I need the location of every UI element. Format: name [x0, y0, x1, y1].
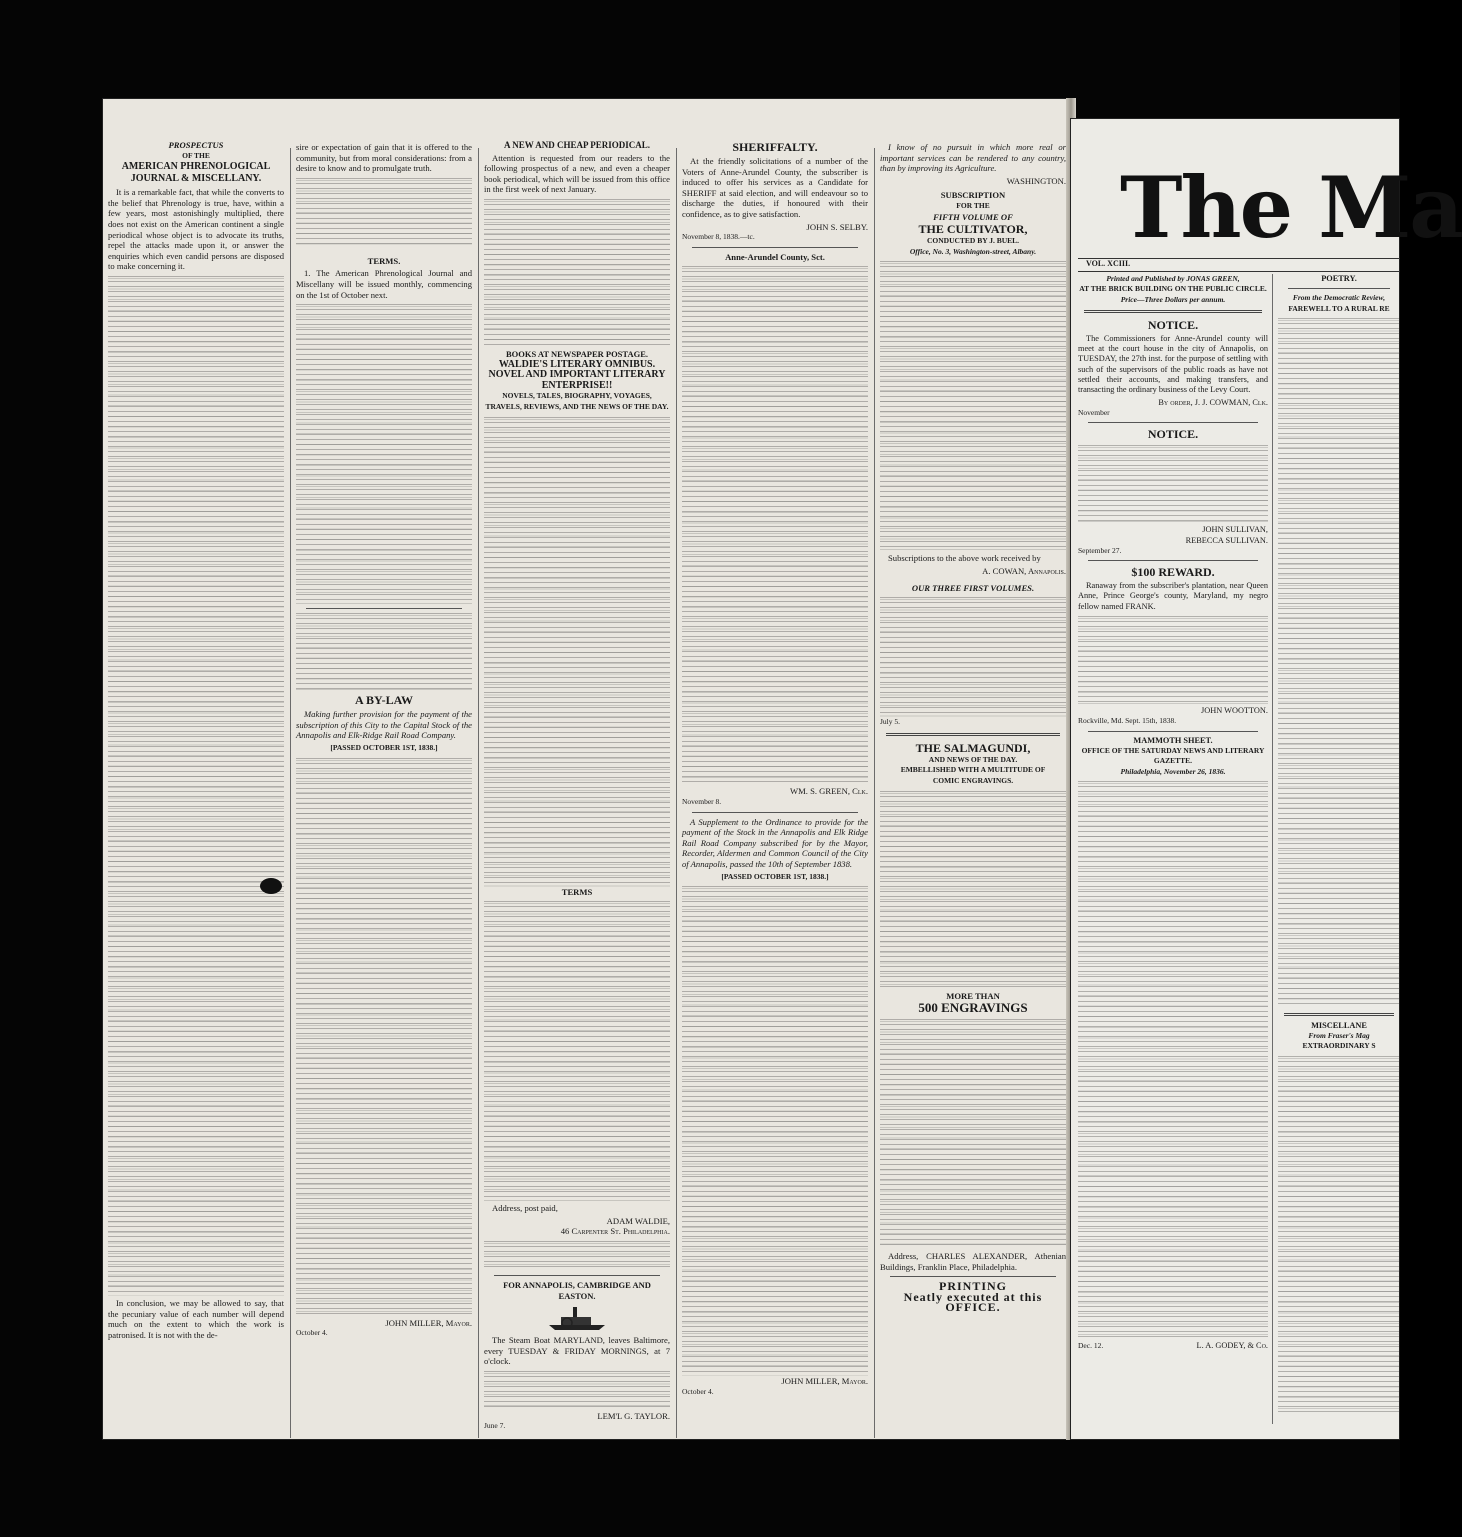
section-rule [494, 1275, 660, 1276]
poem-text-block [1278, 318, 1400, 1008]
printing-heading: PRINTING [938, 1279, 1007, 1294]
body-text-block [484, 417, 670, 887]
omnibus-tagline: NOVELS, TALES, BIOGRAPHY, VOYAGES, TRAVELS, REVIEWS, AND THE NEWS OF THE DAY. [485, 391, 669, 411]
subscription-price: Price—Three Dollars per annum. [1120, 294, 1226, 304]
more-than-label: MORE THAN [946, 990, 1000, 1001]
section-double-rule [886, 733, 1060, 736]
section-rule [306, 608, 462, 609]
body-text-block [1078, 781, 1268, 1341]
column-cultivator [880, 140, 1066, 1440]
prospectus-continued: sire or expectation of gain that it is offered to the community, but from moral considerations: from a desire to know and to promulgate truth. [296, 142, 472, 174]
of-the-label: OF THE [182, 150, 210, 160]
omnibus-signature-name: ADAM WALDIE, [606, 1215, 670, 1226]
sheriffalty-date: November 8, 1838.—tc. [682, 232, 755, 242]
by-law-subtitle: Making further provision for the payment of the subscription of this City to the Capital Stock of the Annapolis and Elk-Ridge Rail Road Company. [296, 709, 472, 741]
mammoth-place-date: Philadelphia, November 26, 1836. [1120, 766, 1226, 776]
cultivator-title: THE CULTIVATOR, [918, 222, 1028, 237]
terms-heading: TERMS. [367, 255, 401, 266]
section-rule [1088, 731, 1258, 732]
body-text-block [880, 791, 1066, 991]
sheriffalty-heading: SHERIFFALTY. [732, 140, 818, 154]
three-volumes-date: July 5. [880, 717, 901, 727]
steamboat-date: June 7. [484, 1421, 506, 1431]
prospectus-title: PROSPECTUS [168, 140, 224, 150]
left-newspaper-page [102, 98, 1070, 1440]
reward-heading: $100 REWARD. [1131, 565, 1215, 580]
salmagundi-title: THE SALMAGUNDI, [915, 740, 1031, 755]
omnibus-signature-address: 46 Carpenter St. Philadelphia. [560, 1226, 670, 1237]
agriculture-quote-author: WASHINGTON. [1006, 175, 1066, 186]
volume-line [1078, 258, 1400, 272]
body-text-block [484, 1371, 670, 1411]
column-divider [1272, 274, 1273, 1424]
volume-number: VOL. XCIII. [1086, 259, 1131, 268]
body-text-block [682, 266, 868, 786]
body-text-block [296, 178, 472, 248]
cultivator-received: Subscriptions to the above work received by [888, 553, 1041, 564]
salmagundi-embellished: EMBELLISHED WITH A MULTITUDE OF [900, 765, 1046, 775]
second-notice-date: September 27. [1078, 545, 1122, 555]
three-volumes-heading: OUR THREE FIRST VOLUMES. [911, 582, 1035, 593]
column-divider [676, 148, 677, 1438]
column-prospectus [108, 140, 284, 1440]
column-poetry [1278, 274, 1400, 1434]
steamboat-signature: LEM'L G. TAYLOR. [597, 1410, 670, 1421]
by-law-signature: JOHN MILLER, Mayor. [385, 1317, 472, 1328]
notice-signature: By order, J. J. COWMAN, Clk. [1158, 397, 1268, 407]
body-text-block [880, 1019, 1066, 1249]
section-double-rule [1284, 1013, 1394, 1016]
miscellany-source: From Fraser's Mag [1308, 1031, 1370, 1041]
body-text-block [1078, 616, 1268, 706]
by-law-heading: A BY-LAW [355, 693, 413, 708]
column-divider [290, 148, 291, 1438]
section-rule [692, 812, 858, 813]
omnibus-title: WALDIE'S LITERARY OMNIBUS. [498, 358, 656, 370]
supplement-heading: A Supplement to the Ordinance to provide for the payment of the Stock in the Annapolis and Elk Ridge Rail Road Company subscribed for by the Mayor, Recorder, Aldermen and Common Council of the City of Annapolis, passed the 10th of September 1838. [682, 816, 868, 869]
court-heading: Anne-Arundel County, Sct. [725, 251, 825, 262]
periodical-intro: Attention is requested from our readers to the following prospectus of a new, and even a cheaper book periodical, which will be issued from this office in the first week of next January. [484, 152, 670, 195]
reward-date: Rockville, Md. Sept. 15th, 1838. [1078, 716, 1177, 726]
steamboat-heading: FOR ANNAPOLIS, CAMBRIDGE AND EASTON. [503, 1279, 651, 1301]
mammoth-subtitle: OFFICE OF THE SATURDAY NEWS AND LITERARY GAZETTE. [1081, 745, 1265, 766]
steamboat-text: The Steam Boat MARYLAND, leaves Baltimore, every TUESDAY & FRIDAY MORNINGS, at 7 o'clock. [484, 1335, 670, 1367]
fifth-volume-label: FIFTH VOLUME OF [933, 211, 1013, 222]
cultivator-conductor: CONDUCTED BY J. BUEL. [926, 236, 1020, 246]
column-terms-bylaw [296, 140, 472, 1440]
column-notices [1078, 274, 1268, 1434]
body-text-block [880, 261, 1066, 551]
body-text-block [484, 1241, 670, 1271]
column-waldie [484, 140, 670, 1440]
subscription-for: FOR THE [956, 200, 990, 210]
notice-date: November [1078, 407, 1110, 417]
agriculture-quote: I know of no pursuit in which more real or important services can be rendered to any country, than by improving its Agriculture. [880, 142, 1066, 174]
poetry-title: FAREWELL TO A RURAL RE [1288, 303, 1390, 313]
subscription-heading: SUBSCRIPTION [940, 190, 1006, 201]
body-text-block [296, 758, 472, 1318]
body-text-block [1078, 445, 1268, 525]
section-double-rule [1084, 310, 1262, 313]
notice-text: The Commissioners for Anne-Arundel county will meet at the court house in the city of Annapolis, on TUESDAY, the 27th inst. for the purpose of settling with such of the supervisors of the public roads as have not settled their accounts, and making transfers, and transacting the ordinary business of the Levy Court. [1078, 333, 1268, 395]
body-text-block [296, 613, 472, 693]
mammoth-date: Dec. 12. [1078, 1340, 1104, 1350]
enterprise-title: NOVEL AND IMPORTANT LITERARY ENTERPRISE!! [488, 369, 666, 391]
by-law-passed: [PASSED OCTOBER 1ST, 1838.] [330, 742, 438, 752]
omnibus-terms-heading: TERMS [561, 886, 593, 897]
second-notice-heading: NOTICE. [1147, 427, 1199, 442]
terms-item-1: 1. The American Phrenological Journal and Miscellany will be issued monthly, commencing on the 1st of October next. [296, 268, 472, 300]
body-text-block [484, 901, 670, 1201]
ink-blot [260, 878, 282, 894]
mammoth-footer [1078, 1341, 1268, 1351]
salmagundi-comic: COMIC ENGRAVINGS. [932, 775, 1014, 785]
second-notice-signature-a: JOHN SULLIVAN, [1202, 525, 1268, 535]
body-text-block [296, 304, 472, 604]
periodical-heading: A NEW AND CHEAP PERIODICAL. [503, 140, 651, 150]
miscellany-title: EXTRAORDINARY S [1302, 1041, 1376, 1051]
by-law-date: October 4. [296, 1328, 328, 1338]
salmagundi-address: Address, CHARLES ALEXANDER, Athenian Buildings, Franklin Place, Philadelphia. [880, 1251, 1066, 1272]
publication-title: AMERICAN PHRENOLOGICAL JOURNAL & MISCELLANY. [121, 161, 271, 185]
mammoth-signature: L. A. GODEY, & Co. [1196, 1340, 1268, 1350]
sheriffalty-signature: JOHN S. SELBY. [806, 221, 868, 232]
poetry-source: From the Democratic Review, [1292, 293, 1386, 303]
engravings-count: 500 ENGRAVINGS [918, 1000, 1028, 1016]
court-date: November 8. [682, 796, 722, 806]
body-text-block [682, 886, 868, 1376]
body-text-block [484, 199, 670, 349]
court-signature: WM. S. GREEN, Clk. [790, 786, 868, 797]
notice-heading: NOTICE. [1147, 317, 1199, 332]
right-newspaper-page [1070, 118, 1462, 1440]
section-rule [890, 1276, 1056, 1277]
body-text-block [880, 597, 1066, 717]
column-sheriffalty [682, 140, 868, 1440]
reward-text: Ranaway from the subscriber's plantation, near Queen Anne, Prince George's county, Maryland, my negro fellow named FRANK. [1078, 581, 1268, 611]
body-text-block [1278, 1056, 1400, 1416]
cultivator-office: Office, No. 3, Washington-street, Albany. [909, 246, 1037, 256]
prospectus-closing: In conclusion, we may be allowed to say, that the pecuniary value of each number will depend much on the extent to which the work is patronised. It is not with the de- [108, 1297, 284, 1340]
section-rule [1088, 560, 1258, 561]
printed-by: Printed and Published by JONAS GREEN, [1106, 274, 1240, 283]
mammoth-heading: MAMMOTH SHEET. [1133, 735, 1213, 745]
cultivator-agent: A. COWAN, Annapolis. [982, 565, 1066, 576]
newspaper-postage-line: BOOKS AT NEWSPAPER POSTAGE. [505, 348, 648, 359]
salmagundi-subtitle: AND NEWS OF THE DAY. [928, 754, 1018, 764]
section-rule [1088, 422, 1258, 423]
section-rule [1288, 288, 1390, 289]
prospectus-intro: It is a remarkable fact, that while the converts to the belief that Phrenology is true, have, within a few years, most astonishingly multiplied, there does not exist on the American continent a single periodical whose object is to advocate its truths, repel the attacks made upon it, or answer the enquiries which even candid persons are disposed to make concerning it. [108, 187, 284, 272]
column-divider [478, 148, 479, 1438]
masthead-title: The Ma [1120, 158, 1462, 257]
reward-signature: JOHN WOOTTON. [1201, 706, 1268, 716]
miscellany-heading: MISCELLANE [1311, 1020, 1367, 1030]
supplement-date: October 4. [682, 1386, 714, 1396]
body-text-block [108, 276, 284, 1296]
steamboat-engraving [547, 1305, 607, 1331]
second-notice-signature-b: REBECCA SULLIVAN. [1185, 535, 1268, 545]
printed-at: AT THE BRICK BUILDING ON THE PUBLIC CIRCLE. [1079, 284, 1267, 294]
printing-subtitle: Neatly executed at this OFFICE. [903, 1289, 1043, 1315]
supplement-passed: [PASSED OCTOBER 1ST, 1838.] [721, 871, 829, 881]
section-rule [692, 247, 858, 248]
column-divider [874, 148, 875, 1438]
supplement-signature: JOHN MILLER, Mayor. [781, 1376, 868, 1387]
omnibus-address: Address, post paid, [492, 1203, 558, 1214]
sheriffalty-text: At the friendly solicitations of a number of the Voters of Anne-Arundel County, the subscriber is induced to offer his services as a Candidate for SHERIFF at said election, and will endeavour so to discharge the duties, if honoured with their confidence, as to give satisfaction. [682, 156, 868, 219]
poetry-heading: POETRY. [1321, 274, 1357, 283]
